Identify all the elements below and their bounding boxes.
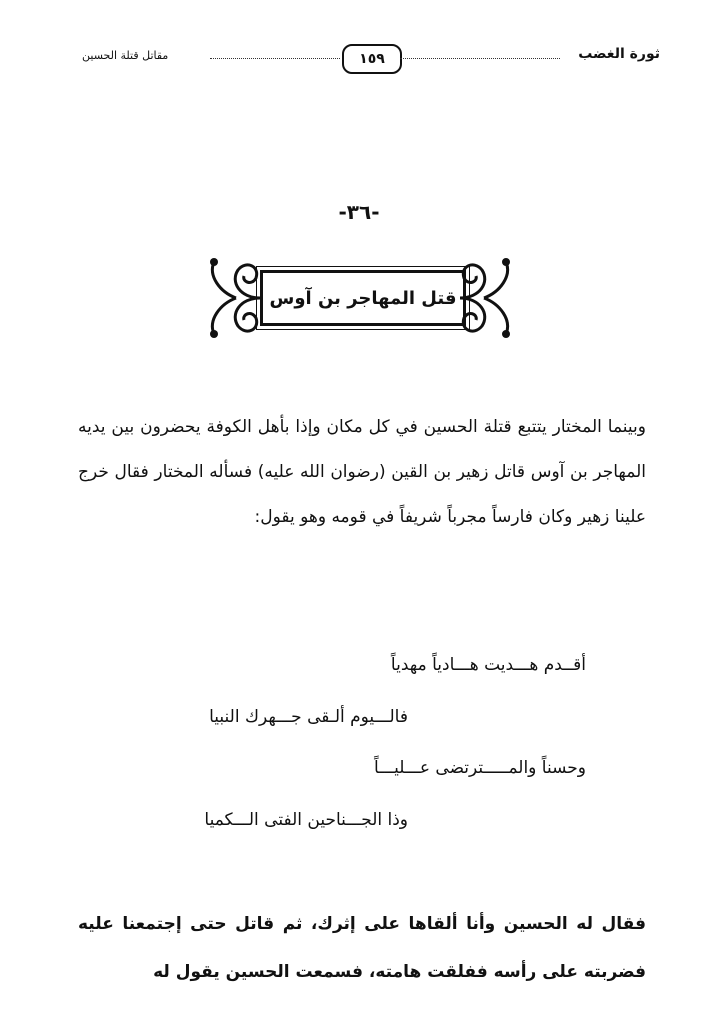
- running-section-title: مقاتل قتلة الحسين: [82, 49, 169, 62]
- chapter-title: قتل المهاجر بن آوس: [260, 270, 466, 326]
- page-number: ١٥٩: [342, 44, 402, 74]
- header-dotted-leader-right: [400, 58, 560, 59]
- body-paragraph: وبينما المختار يتتبع قتلة الحسين في كل مكان وإذا بأهل الكوفة يحضرون بين يديه المهاجر بن آوس قاتل زهير بن القين (رضوان الله عليه) فسأله المختار فقال خرج علينا زهير وكان فارساً مجرباً شريفاً في قومه وهو يقول:: [78, 417, 646, 527]
- poem-line-text: وذا الجـــناحين الفتى الـــكميا: [204, 810, 408, 830]
- poem-line-text: فالـــيوم ألـقى جـــهرك النبيا: [209, 707, 408, 727]
- running-book-title: ثورة الغضب: [578, 46, 660, 62]
- chapter-title-frame: [200, 252, 520, 344]
- page-header: [60, 40, 660, 76]
- right-ornament-icon: [450, 252, 520, 344]
- poem-line-text: أقــدم هـــديت هـــادياً مهدياً: [390, 655, 586, 675]
- poem-line-text: وحسناً والمـــــترتضى عـــليـــاً: [374, 758, 586, 778]
- header-dotted-leader-left: [210, 58, 340, 59]
- chapter-number: -٣٦-: [338, 200, 380, 224]
- closing-paragraph: فقال له الحسين وأنا ألقاها على إثرك، ثم قاتل حتى إجتمعنا عليه فضربته على رأسه ففلقت هامته، فسمعت الحسين يقول له: [78, 914, 646, 982]
